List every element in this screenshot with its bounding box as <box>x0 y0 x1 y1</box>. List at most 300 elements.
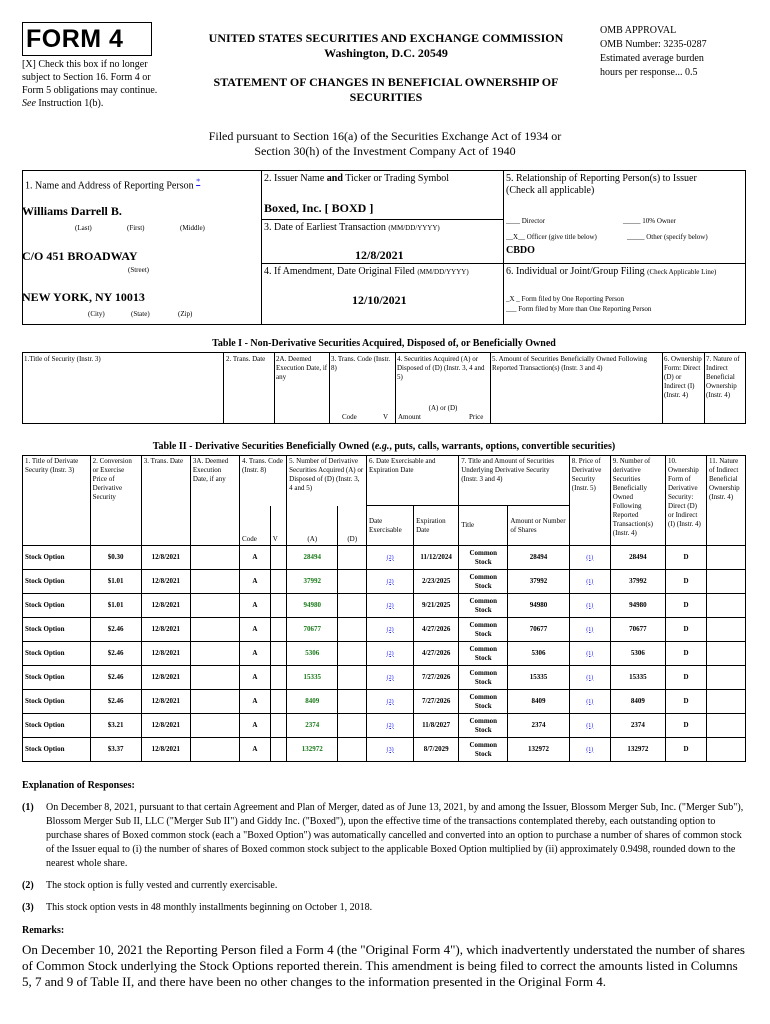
cell-price <box>90 666 141 690</box>
cell-code <box>240 738 271 762</box>
cell-owned-value: 94980 <box>629 601 647 609</box>
cell-shares <box>508 666 569 690</box>
checkbox-no-longer-subject[interactable] <box>22 58 172 110</box>
cell-expiration-value: 11/8/2027 <box>422 721 451 729</box>
table-row <box>23 546 746 570</box>
t2-expiration-date: Expiration Date <box>414 506 459 546</box>
cell-code-value: A <box>252 673 258 681</box>
cell-owned-value: 15335 <box>629 673 647 681</box>
cell-title-value: Common Stock <box>469 740 498 758</box>
cell-form <box>666 570 707 594</box>
footnote-text: This stock option vests in 48 monthly installments beginning on October 1, 2018. <box>46 902 373 913</box>
cell-security-value: Stock Option <box>25 649 65 657</box>
cell-security-value: Stock Option <box>25 577 65 585</box>
cell-security-value: Stock Option <box>25 625 65 633</box>
cell-exercisable-value[interactable]: (2) <box>386 650 394 657</box>
sec-location: Washington, D.C. 20549 <box>324 46 448 60</box>
cell-price <box>90 570 141 594</box>
box4-label: 4. If Amendment, Date Original Filed <box>264 266 415 277</box>
cell-disposed <box>338 546 367 570</box>
cell-deemed <box>190 714 239 738</box>
cell-code <box>240 642 271 666</box>
label-middle: (Middle) <box>180 224 205 232</box>
cell-title-value: Common Stock <box>469 572 498 590</box>
cell-deemed <box>190 666 239 690</box>
cell-form-value: D <box>683 745 689 753</box>
cell-code-value: A <box>252 649 258 657</box>
box5-label: 5. Relationship of Reporting Person(s) to Issuer <box>506 173 697 184</box>
cell-nature <box>706 594 745 618</box>
t2-amount-shares: Amount or Number of Shares <box>508 506 569 546</box>
cell-code-value: A <box>252 745 258 753</box>
form-title: FORM 4 <box>26 25 124 53</box>
statement-heading <box>176 75 596 105</box>
cell-acquired-value: 28494 <box>303 553 321 561</box>
cell-price-deriv-value[interactable]: (1) <box>586 650 594 657</box>
t2-title-2: , puts, calls, warrants, options, convertible securities) <box>389 441 616 452</box>
omb-burden: Estimated average burden <box>600 53 704 64</box>
filed-line-2: Section 30(h) of the Investment Company Act of 1940 <box>254 144 516 158</box>
cell-expiration-value: 11/12/2024 <box>420 553 452 561</box>
cell-form <box>666 714 707 738</box>
cell-acquired-value: 5306 <box>305 649 320 657</box>
sec-heading <box>176 31 596 61</box>
cell-title-value: Common Stock <box>469 692 498 710</box>
cell-exercisable <box>367 738 414 762</box>
cell-expiration-value: 4/27/2026 <box>421 625 451 633</box>
cell-price <box>90 618 141 642</box>
cell-price-deriv <box>569 594 610 618</box>
cell-v <box>270 738 286 762</box>
t1-code: Code <box>342 413 357 421</box>
cell-owned <box>610 714 665 738</box>
cell-date <box>141 546 190 570</box>
cell-code-value: A <box>252 577 258 585</box>
t1-v: V <box>383 413 389 421</box>
table2 <box>22 455 746 762</box>
cell-v <box>270 690 286 714</box>
box3-label: 3. Date of Earliest Transaction <box>264 222 386 233</box>
cell-exercisable-value[interactable]: (3) <box>386 746 394 753</box>
explanation-section <box>22 779 748 915</box>
t2-title: Title <box>459 506 508 546</box>
cell-deemed <box>190 546 239 570</box>
label-state: (State) <box>131 310 150 318</box>
cell-form-value: D <box>683 721 689 729</box>
cell-disposed <box>338 570 367 594</box>
remarks-heading: Remarks: <box>22 925 65 936</box>
table2-title <box>22 441 746 452</box>
cell-shares-value: 28494 <box>529 553 548 561</box>
footnote-text: On December 8, 2021, pursuant to that certain Agreement and Plan of Merger, dated as of June 13, 2021, by and among the Issuer, Blossom Merger Sub, Inc. ("Merger Sub"), Blossom Merger Sub II, LLC ("Merger Sub II") and Giddy Inc. ("Boxed"), upon the effective time of the transactions contemplated thereby, each outstanding option to purchase shares of Boxed common stock (each a "Boxed Option") was automatically cancelled and converted into an option to purchase a number of shares of common stock of the Issuer equal to (i) the number of shares of Boxed common stock subject to the applicable Boxed Option multiplied by (ii) approximately 0.9498, rounded down to the nearest whole share. <box>46 802 744 869</box>
cell-exercisable-value[interactable]: (2) <box>386 578 394 585</box>
cell-shares <box>508 618 569 642</box>
cell-exercisable-value[interactable]: (2) <box>386 698 394 705</box>
reporting-person-name: Williams Darrell B. <box>22 204 122 218</box>
cell-expiration <box>414 618 459 642</box>
cell-date-value: 12/8/2021 <box>151 673 181 681</box>
label-zip: (Zip) <box>178 310 193 318</box>
table-row <box>23 738 746 762</box>
table-row <box>23 594 746 618</box>
box3-format: (MM/DD/YYYY) <box>388 224 440 232</box>
cell-price <box>90 690 141 714</box>
cell-deemed <box>190 642 239 666</box>
cell-price <box>90 714 141 738</box>
cell-security-value: Stock Option <box>25 601 65 609</box>
t2-d: (D) <box>338 506 367 546</box>
cell-title <box>459 690 508 714</box>
cell-v <box>270 618 286 642</box>
cell-nature <box>706 738 745 762</box>
cell-price-value: $1.01 <box>107 577 124 585</box>
filed-pursuant <box>120 129 650 159</box>
t2-title-eg: e.g. <box>374 441 390 452</box>
cell-nature <box>706 690 745 714</box>
cell-title-value: Common Stock <box>469 716 498 734</box>
cell-exercisable-value[interactable]: (2) <box>386 602 394 609</box>
cell-exercisable <box>367 570 414 594</box>
cell-price-deriv <box>569 618 610 642</box>
cell-v <box>270 594 286 618</box>
cell-owned-value: 132972 <box>627 745 649 753</box>
cell-date <box>141 714 190 738</box>
cell-exercisable-value[interactable]: (2) <box>386 626 394 633</box>
cell-owned <box>610 594 665 618</box>
cell-price-value: $3.21 <box>107 721 124 729</box>
cell-owned <box>610 546 665 570</box>
cell-code <box>240 570 271 594</box>
cell-disposed <box>338 594 367 618</box>
cell-expiration-value: 2/23/2025 <box>421 577 451 585</box>
cell-date <box>141 618 190 642</box>
cell-date <box>141 666 190 690</box>
amendment-date: 12/10/2021 <box>352 293 407 307</box>
cell-date-value: 12/8/2021 <box>151 601 181 609</box>
cell-disposed <box>338 666 367 690</box>
box6-note: (Check Applicable Line) <box>647 268 717 276</box>
cell-price-deriv-value[interactable]: (1) <box>586 746 594 753</box>
cell-security-value: Stock Option <box>25 697 65 705</box>
cell-code-value: A <box>252 601 258 609</box>
t2-h-form: 10. Ownership Form of Derivative Security: Direct (D) or Indirect (I) (Instr. 4) <box>666 456 707 546</box>
cell-title <box>459 666 508 690</box>
cell-security-value: Stock Option <box>25 553 65 561</box>
cell-security <box>23 594 91 618</box>
cell-price <box>90 594 141 618</box>
cell-shares <box>508 690 569 714</box>
t1-h-acquired: 4. Securities Acquired (A) or Disposed of (D) (Instr. 3, 4 and 5) <box>397 355 485 381</box>
explanation-item <box>22 801 748 871</box>
t2-h-conversion: 2. Conversion or Exercise Price of Derivative Security <box>90 456 141 546</box>
label-last: (Last) <box>75 224 92 232</box>
cell-price-value: $0.30 <box>107 553 124 561</box>
other-option[interactable]: _____ Other (specify below) <box>627 233 708 241</box>
t2-code: Code <box>240 506 271 546</box>
cell-security-value: Stock Option <box>25 745 65 753</box>
cell-shares-value: 132972 <box>528 745 550 753</box>
cell-date-value: 12/8/2021 <box>151 649 181 657</box>
city-state-zip: NEW YORK, NY 10013 <box>22 290 145 304</box>
cell-expiration <box>414 714 459 738</box>
cell-code <box>240 546 271 570</box>
t1-h-nature: 7. Nature of Indirect Beneficial Ownership (Instr. 4) <box>706 355 740 399</box>
statement-line-2: SECURITIES <box>349 90 423 104</box>
cell-title <box>459 546 508 570</box>
cell-owned-value: 2374 <box>630 721 645 729</box>
cell-shares-value: 15335 <box>529 673 548 681</box>
cell-deemed <box>190 690 239 714</box>
omb-title: OMB APPROVAL <box>600 25 677 36</box>
t2-h-owned: 9. Number of derivative Securities Beneficially Owned Following Reported Transaction(s) (Instr. 4) <box>610 456 665 546</box>
cell-code <box>240 594 271 618</box>
issuer-label-and: and <box>326 173 343 184</box>
cell-acquired-value: 94980 <box>303 601 321 609</box>
cell-expiration-value: 9/21/2025 <box>421 601 451 609</box>
cell-nature <box>706 714 745 738</box>
officer-option[interactable]: __X__ Officer (give title below) <box>506 233 597 241</box>
cell-security <box>23 570 91 594</box>
cell-shares <box>508 570 569 594</box>
street-address: C/O 451 BROADWAY <box>22 249 138 263</box>
cell-expiration <box>414 690 459 714</box>
cell-price <box>90 738 141 762</box>
cell-v <box>270 570 286 594</box>
cell-owned <box>610 618 665 642</box>
cell-title <box>459 642 508 666</box>
cell-price-value: $1.01 <box>107 601 124 609</box>
t2-title-1: Table II - Derivative Securities Beneficially Owned ( <box>152 441 375 452</box>
cell-acquired <box>287 546 338 570</box>
cell-owned-value: 37992 <box>629 577 647 585</box>
cell-form-value: D <box>683 697 689 705</box>
cell-price-deriv <box>569 546 610 570</box>
issuer-label-2: Ticker or Trading Symbol <box>345 173 450 184</box>
earliest-transaction-date: 12/8/2021 <box>355 248 404 262</box>
issuer-label <box>264 173 449 185</box>
cell-title-value: Common Stock <box>469 620 498 638</box>
cell-date-value: 12/8/2021 <box>151 745 181 753</box>
cell-price-deriv <box>569 690 610 714</box>
cell-exercisable <box>367 546 414 570</box>
cell-price-deriv-value[interactable]: (1) <box>586 578 594 585</box>
cell-price-deriv <box>569 570 610 594</box>
director-option[interactable]: ____ Director <box>506 217 546 225</box>
cell-price-deriv-value[interactable]: (1) <box>586 722 594 729</box>
table-row <box>23 690 746 714</box>
cell-nature <box>706 570 745 594</box>
cell-price-deriv-value[interactable]: (1) <box>586 602 594 609</box>
table-row <box>23 714 746 738</box>
cell-form-value: D <box>683 625 689 633</box>
omb-approval <box>600 24 760 80</box>
box6-label: 6. Individual or Joint/Group Filing <box>506 266 645 277</box>
relationship-label <box>506 173 744 197</box>
explanation-item <box>22 901 748 915</box>
cell-form-value: D <box>683 601 689 609</box>
label-city: (City) <box>88 310 105 318</box>
cell-date-value: 12/8/2021 <box>151 625 181 633</box>
cell-code <box>240 666 271 690</box>
cell-expiration-value: 8/7/2029 <box>423 745 449 753</box>
reporting-person-label <box>25 176 200 192</box>
cell-title-value: Common Stock <box>469 548 498 566</box>
cell-exercisable <box>367 714 414 738</box>
cell-v <box>270 642 286 666</box>
t2-date-exercisable: Date Exercisable <box>367 506 414 546</box>
cell-price-deriv <box>569 666 610 690</box>
cell-disposed <box>338 738 367 762</box>
t1-price: Price <box>469 413 484 421</box>
cell-shares-value: 70677 <box>529 625 548 633</box>
cell-nature <box>706 666 745 690</box>
cell-exercisable-value[interactable]: (2) <box>386 674 394 681</box>
cell-expiration <box>414 570 459 594</box>
t1-h-deemed: 2A. Deemed Execution Date, if any <box>276 355 328 381</box>
cell-title-value: Common Stock <box>469 596 498 614</box>
cell-price-deriv-value[interactable]: (1) <box>586 674 594 681</box>
footnote-text: The stock option is fully vested and currently exercisable. <box>46 880 278 891</box>
cell-form <box>666 690 707 714</box>
cell-exercisable <box>367 666 414 690</box>
filing-more-persons[interactable]: ___ Form filed by More than One Reporting Person <box>506 305 652 313</box>
cell-code-value: A <box>252 553 258 561</box>
cell-price-value: $2.46 <box>107 697 124 705</box>
cell-exercisable-value[interactable]: (2) <box>386 554 394 561</box>
t2-h-deemed: 3A. Deemed Execution Date, if any <box>190 456 239 546</box>
cell-form-value: D <box>683 553 689 561</box>
cell-security <box>23 738 91 762</box>
box4-format: (MM/DD/YYYY) <box>417 268 469 276</box>
cell-price-deriv-value[interactable]: (1) <box>586 554 594 561</box>
footnote-number: (3) <box>22 902 34 913</box>
cell-shares-value: 37992 <box>529 577 548 585</box>
cell-disposed <box>338 714 367 738</box>
box5-label-2: (Check all applicable) <box>506 185 595 196</box>
cell-shares-value: 5306 <box>531 649 546 657</box>
cell-disposed <box>338 642 367 666</box>
cell-form-value: D <box>683 577 689 585</box>
cell-v <box>270 666 286 690</box>
t2-h-price: 8. Price of Derivative Security (Instr. 5) <box>569 456 610 546</box>
cell-price-deriv-value[interactable]: (1) <box>586 698 594 705</box>
cell-security-value: Stock Option <box>25 721 65 729</box>
cell-price-value: $2.46 <box>107 649 124 657</box>
cell-acquired-value: 37992 <box>303 577 321 585</box>
cell-owned-value: 5306 <box>630 649 645 657</box>
cell-price-deriv-value[interactable]: (1) <box>586 626 594 633</box>
cell-acquired <box>287 618 338 642</box>
cell-deemed <box>190 738 239 762</box>
cell-code <box>240 690 271 714</box>
cell-date-value: 12/8/2021 <box>151 577 181 585</box>
statement-line-1: STATEMENT OF CHANGES IN BENEFICIAL OWNERSHIP OF <box>213 75 559 89</box>
cell-deemed <box>190 594 239 618</box>
t2-h-nature: 11. Nature of Indirect Beneficial Ownership (Instr. 4) <box>706 456 745 546</box>
cell-security <box>23 666 91 690</box>
cell-exercisable <box>367 618 414 642</box>
cell-price-deriv <box>569 738 610 762</box>
cell-shares-value: 94980 <box>529 601 548 609</box>
t1-h-title: 1.Title of Security (Instr. 3) <box>24 355 101 363</box>
cell-acquired <box>287 690 338 714</box>
cell-owned <box>610 738 665 762</box>
cell-price <box>90 642 141 666</box>
cell-acquired <box>287 594 338 618</box>
cell-exercisable <box>367 594 414 618</box>
cell-expiration <box>414 546 459 570</box>
cell-exercisable-value[interactable]: (2) <box>386 722 394 729</box>
cell-form <box>666 594 707 618</box>
cell-form-value: D <box>683 649 689 657</box>
amendment-label <box>264 266 469 278</box>
cell-owned <box>610 690 665 714</box>
cell-expiration <box>414 738 459 762</box>
remarks-section <box>22 925 748 990</box>
cell-security <box>23 618 91 642</box>
cell-nature <box>706 642 745 666</box>
cell-security <box>23 642 91 666</box>
cell-deemed <box>190 618 239 642</box>
box1-label: 1. Name and Address of Reporting Person <box>25 180 194 192</box>
explanation-item <box>22 879 748 893</box>
cell-price-value: $2.46 <box>107 673 124 681</box>
cell-price <box>90 546 141 570</box>
filing-one-person[interactable]: _X _ Form filed by One Reporting Person <box>506 295 625 303</box>
cell-acquired <box>287 666 338 690</box>
cell-expiration <box>414 642 459 666</box>
omb-number: OMB Number: 3235-0287 <box>600 39 707 50</box>
t2-h-exercisable: 6. Date Exercisable and Expiration Date <box>367 456 459 506</box>
asterisk-link[interactable]: * <box>196 177 201 186</box>
cell-title <box>459 618 508 642</box>
cell-acquired-value: 132972 <box>301 745 323 753</box>
cell-price-deriv <box>569 642 610 666</box>
cell-acquired-value: 70677 <box>303 625 321 633</box>
cell-acquired <box>287 642 338 666</box>
t2-a: (A) <box>287 506 338 546</box>
cell-owned <box>610 642 665 666</box>
cell-nature <box>706 618 745 642</box>
cell-security <box>23 714 91 738</box>
label-street: (Street) <box>128 266 149 274</box>
filed-line-1: Filed pursuant to Section 16(a) of the Securities Exchange Act of 1934 or <box>208 129 562 143</box>
remarks-text: On December 10, 2021 the Reporting Person filed a Form 4 (the "Original Form 4"), which inadvertently understated the number of shares of Common Stock underlying the Stock Options reported therein. This amendment is being filed to correct the amounts listed in Columns 5, 7 and 9 of Table II, and there have been no other changes to the information presented in the Original Form 4. <box>22 942 745 989</box>
cell-owned <box>610 666 665 690</box>
t1-aord: (A) or (D) <box>428 404 458 412</box>
t1-h-date: 2. Trans. Date <box>226 355 266 363</box>
cell-shares <box>508 738 569 762</box>
cell-date-value: 12/8/2021 <box>151 553 181 561</box>
t2-h-code: 4. Trans. Code (Instr. 8) <box>240 456 287 506</box>
issuer-label-1: 2. Issuer Name <box>264 173 325 184</box>
officer-title: CBDO <box>506 245 535 256</box>
cell-date-value: 12/8/2021 <box>151 721 181 729</box>
cell-owned <box>610 570 665 594</box>
earliest-transaction-label <box>264 222 440 234</box>
omb-hours: hours per response... 0.5 <box>600 67 698 78</box>
cell-price-value: $2.46 <box>107 625 124 633</box>
t2-h-number: 5. Number of Derivative Securities Acquired (A) or Disposed of (D) (Instr. 3, 4 and 5) <box>287 456 367 506</box>
cell-v <box>270 714 286 738</box>
t1-h-ownership: 6. Ownership Form: Direct (D) or Indirect (I) (Instr. 4) <box>664 355 702 399</box>
ten-percent-option[interactable]: _____ 10% Owner <box>623 217 676 225</box>
cell-form <box>666 618 707 642</box>
cell-owned-value: 70677 <box>629 625 647 633</box>
sec-agency: UNITED STATES SECURITIES AND EXCHANGE COMMISSION <box>208 31 564 45</box>
label-first: (First) <box>127 224 145 232</box>
cell-nature <box>706 546 745 570</box>
